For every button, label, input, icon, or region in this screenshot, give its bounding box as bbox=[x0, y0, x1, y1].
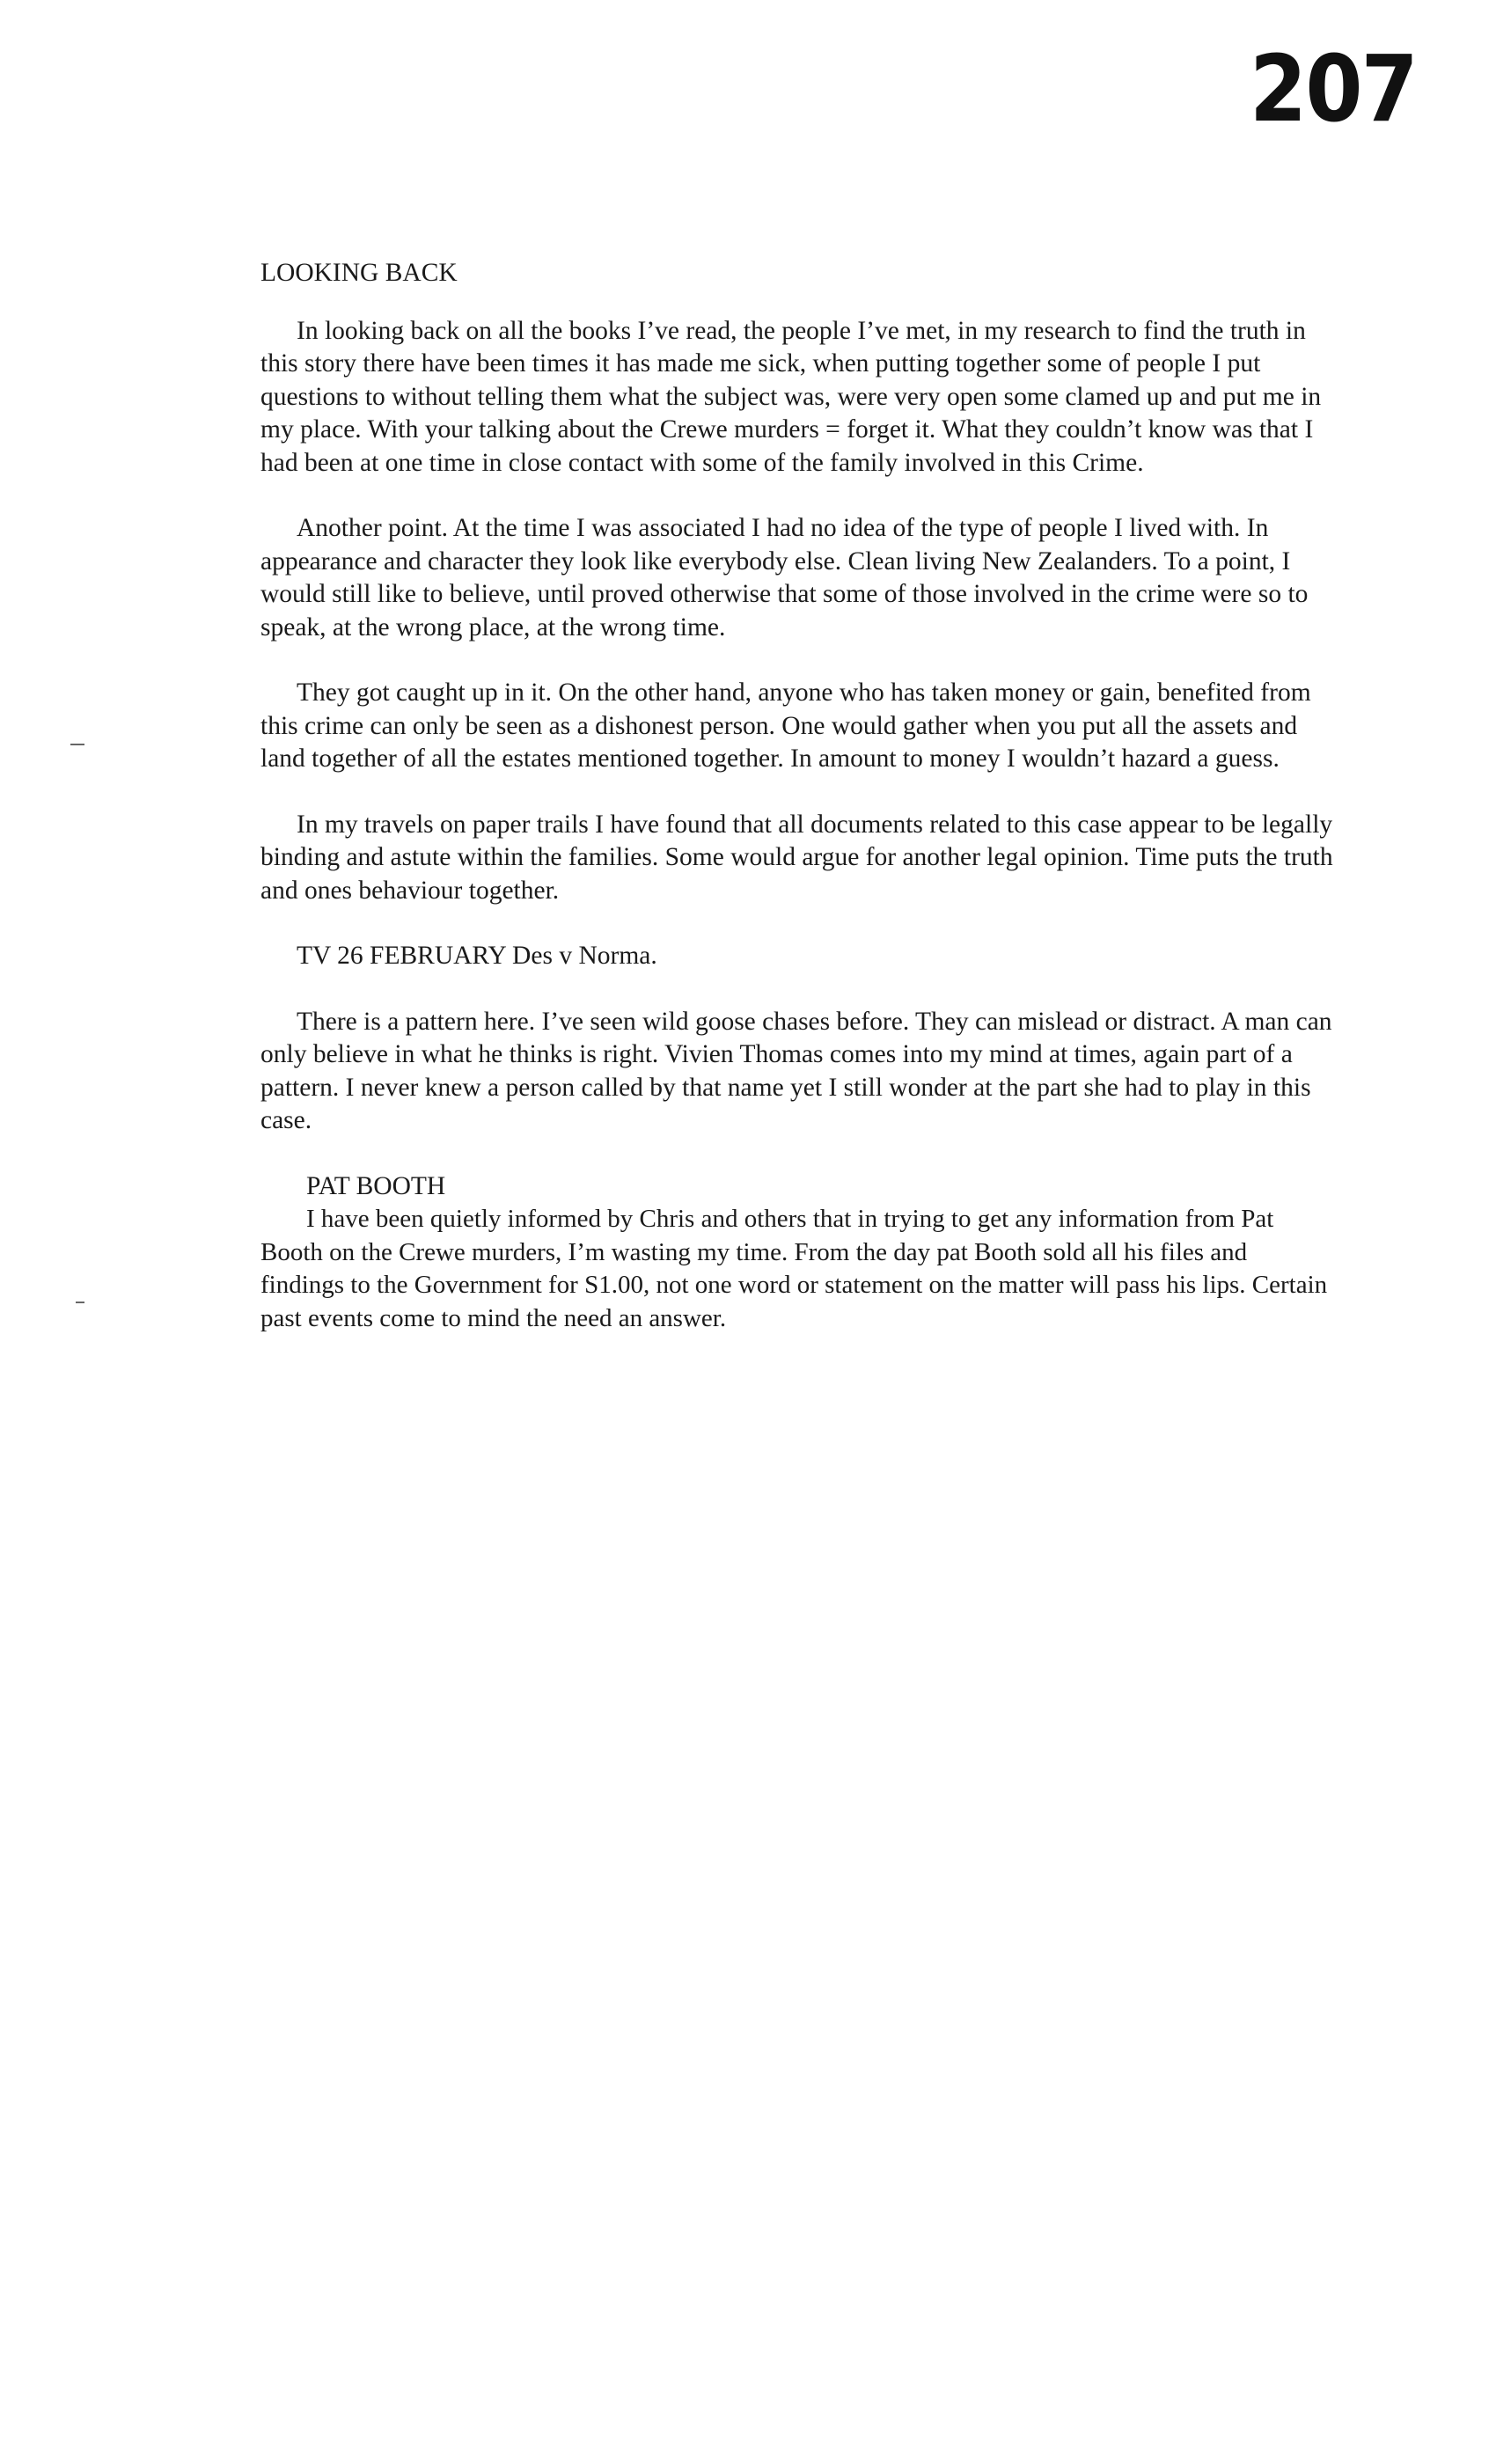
paragraph: They got caught up in it. On the other hand, anyone who has taken money or gain, benefited from this crime can only be seen as a dishonest person. One would gather when you put all the assets and land together of all the estates mentioned together. In amount to money I wouldn’t hazard a guess. bbox=[260, 678, 1311, 773]
paragraph: There is a pattern here. I’ve seen wild goose chases before. They can mislead or distract. A man can only believe in what he thinks is right. Vivien Thomas comes into my mind at times, again part of a pattern. I never knew a person called by that name yet I still wonder at the part she had to play in this case. bbox=[260, 1007, 1332, 1134]
paragraph: In my travels on paper trails I have found that all documents related to this case appear to be legally binding and astute within the families. Some would argue for another legal opinion. Time puts the truth and ones behaviour together. bbox=[260, 810, 1333, 905]
paragraph: In looking back on all the books I’ve read, the people I’ve met, in my research to find the truth in this story there have been times it has made me sick, when putting together some of people I put questions to without telling them what the subject was, were very open some clamed up and put me in my place. With your talking about the Crewe murders = forget it. What they couldn’t know was that I had been at one time in close contact with some of the family involved in this Crime. bbox=[260, 316, 1322, 477]
document-body bbox=[260, 257, 1334, 1335]
page-number: 207 bbox=[1250, 35, 1417, 143]
paragraph: I have been quietly informed by Chris and others that in trying to get any information from Pat Booth on the Crewe murders, I’m wasting my time. From the day pat Booth sold all his files and findings to the Government for S1.00, not one word or statement on the matter will pass his lips. Certain past events come to mind the need an answer. bbox=[260, 1205, 1328, 1332]
scan-margin-mark bbox=[76, 1302, 84, 1303]
tv-note: TV 26 FEBRUARY Des v Norma. bbox=[297, 942, 657, 970]
scan-margin-mark bbox=[70, 744, 84, 745]
subsection-heading: PAT BOOTH bbox=[306, 1171, 446, 1200]
paragraph: Another point. At the time I was associated I had no idea of the type of people I lived with. In appearance and character they look like everybody else. Clean living New Zealanders. To a point, I would still like to believe, until proved otherwise that some of those involved in the crime were so to speak, at the wrong place, at the wrong time. bbox=[260, 514, 1309, 642]
section-heading: LOOKING BACK bbox=[260, 259, 458, 287]
